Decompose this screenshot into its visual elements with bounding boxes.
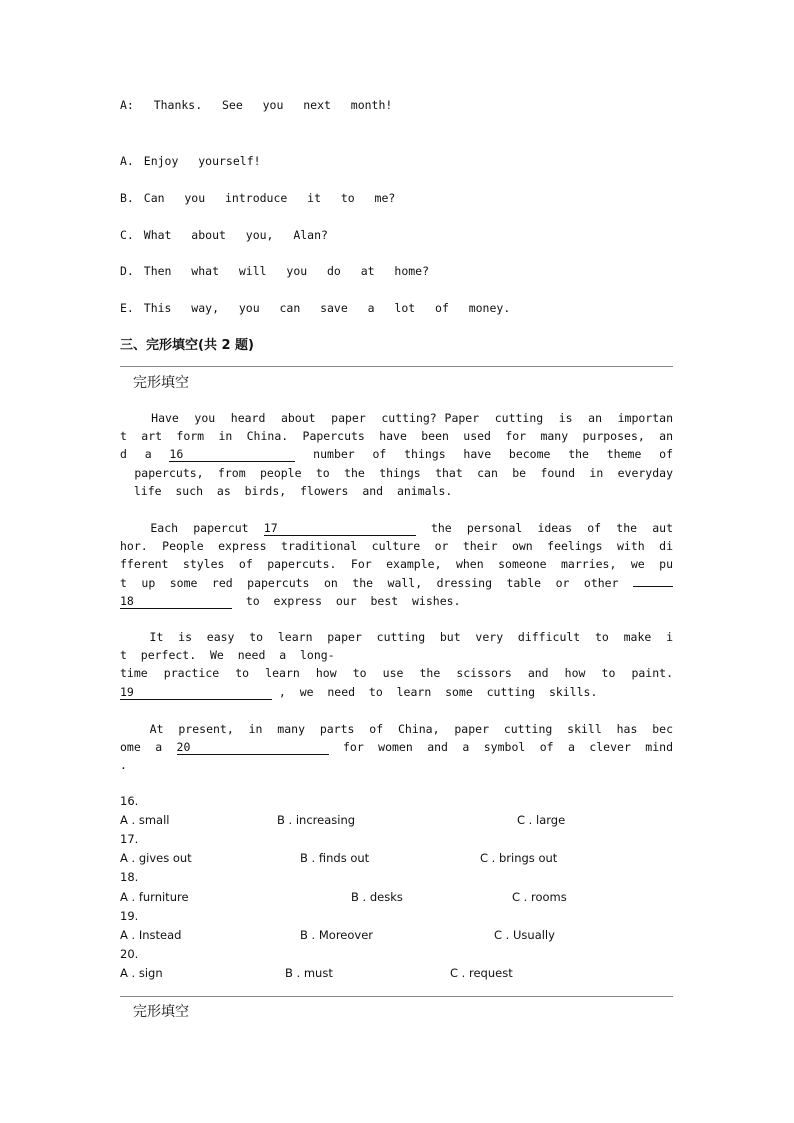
q18-option-a[interactable]: A . furniture	[120, 890, 189, 904]
paragraph-line	[120, 519, 673, 537]
text: Each papercut	[120, 521, 264, 535]
cloze-paragraph-1	[120, 409, 673, 500]
question-number-18: 18.	[120, 870, 139, 884]
paragraph-line: .	[120, 758, 127, 773]
q19-option-a[interactable]: A . Instead	[120, 928, 182, 942]
paragraph-line: fferent styles of papercuts. For example, when someone marries, we pu	[120, 557, 673, 572]
question-number-20: 20.	[120, 947, 139, 961]
q18-option-c[interactable]: C . rooms	[512, 890, 567, 904]
text: number of things have become the theme of	[295, 447, 673, 462]
text: for women and a symbol of a clever mind	[328, 740, 673, 755]
question-number-19: 19.	[120, 909, 139, 923]
option-e: E. This way, you can save a lot of money.	[120, 301, 511, 315]
paragraph-line: life such as birds, flowers and animals.	[120, 483, 453, 498]
q16-option-c[interactable]: C . large	[517, 813, 566, 827]
paragraph-line: hor. People express traditional culture or their own feelings with di	[120, 539, 673, 554]
blank-19[interactable]: 19	[120, 685, 272, 700]
text: d a	[120, 447, 170, 462]
paragraph-line: t art form in China. Papercuts have been used for many purposes, an	[120, 429, 673, 444]
paragraph-line: time practice to learn how to use the scissors and how to paint.	[120, 666, 673, 681]
divider	[120, 996, 673, 997]
text: to express our best wishes.	[232, 593, 461, 608]
q20-option-b[interactable]: B . must	[285, 966, 333, 980]
blank-17[interactable]: 17	[264, 521, 416, 536]
paragraph-line	[120, 574, 673, 592]
cloze-box-title-2: 完形填空	[133, 1004, 189, 1020]
q18-option-b[interactable]: B . desks	[351, 890, 403, 904]
paragraph-line: At present, in many parts of China, paper cutting skill has bec	[120, 722, 673, 736]
dialogue-last-line: A: Thanks. See you next month!	[120, 98, 393, 112]
q16-option-a[interactable]: A . small	[120, 813, 170, 827]
option-a: A. Enjoy yourself!	[120, 154, 261, 168]
blank-16[interactable]: 16	[169, 447, 295, 462]
paragraph-line	[120, 683, 673, 701]
q20-option-a[interactable]: A . sign	[120, 966, 163, 980]
q16-option-b[interactable]: B . increasing	[277, 813, 356, 827]
q17-option-a[interactable]: A . gives out	[120, 851, 192, 865]
paragraph-line: Have you heard about paper cutting? Paper cutting is an importan	[120, 411, 673, 425]
text: the personal ideas of the aut	[415, 521, 673, 535]
question-number-16: 16.	[120, 794, 139, 808]
blank-18[interactable]: 18	[120, 594, 232, 609]
text: , we need to learn some cutting skills.	[272, 684, 598, 699]
option-d: D. Then what will you do at home?	[120, 264, 430, 278]
blank-20[interactable]: 20	[177, 740, 329, 755]
paragraph-line: t perfect. We need a long-	[120, 648, 335, 663]
q20-option-c[interactable]: C . request	[450, 966, 513, 980]
cloze-box-title: 完形填空	[133, 375, 189, 391]
question-number-17: 17.	[120, 832, 139, 846]
divider	[120, 366, 673, 367]
option-c: C. What about you, Alan?	[120, 228, 328, 242]
paragraph-line: It is easy to learn paper cutting but very difficult to make i	[120, 630, 673, 644]
section-title: 三、完形填空(共 2 题)	[120, 338, 254, 353]
cloze-paragraph-4	[120, 720, 673, 775]
q17-option-c[interactable]: C . brings out	[480, 851, 558, 865]
q17-option-b[interactable]: B . finds out	[300, 851, 370, 865]
paragraph-line	[120, 445, 673, 463]
paragraph-line	[120, 592, 673, 610]
q19-option-b[interactable]: B . Moreover	[300, 928, 374, 942]
text: t up some red papercuts on the wall, dressing table or other	[120, 575, 633, 590]
blank-18-start	[633, 586, 673, 587]
paragraph-line	[120, 738, 673, 756]
cloze-paragraph-2	[120, 519, 673, 610]
q19-option-c[interactable]: C . Usually	[494, 928, 555, 942]
cloze-paragraph-3	[120, 628, 673, 701]
option-b: B. Can you introduce it to me?	[120, 191, 396, 205]
text: ome a	[120, 740, 177, 755]
paragraph-line: papercuts, from people to the things that can be found in everyday	[120, 465, 673, 480]
